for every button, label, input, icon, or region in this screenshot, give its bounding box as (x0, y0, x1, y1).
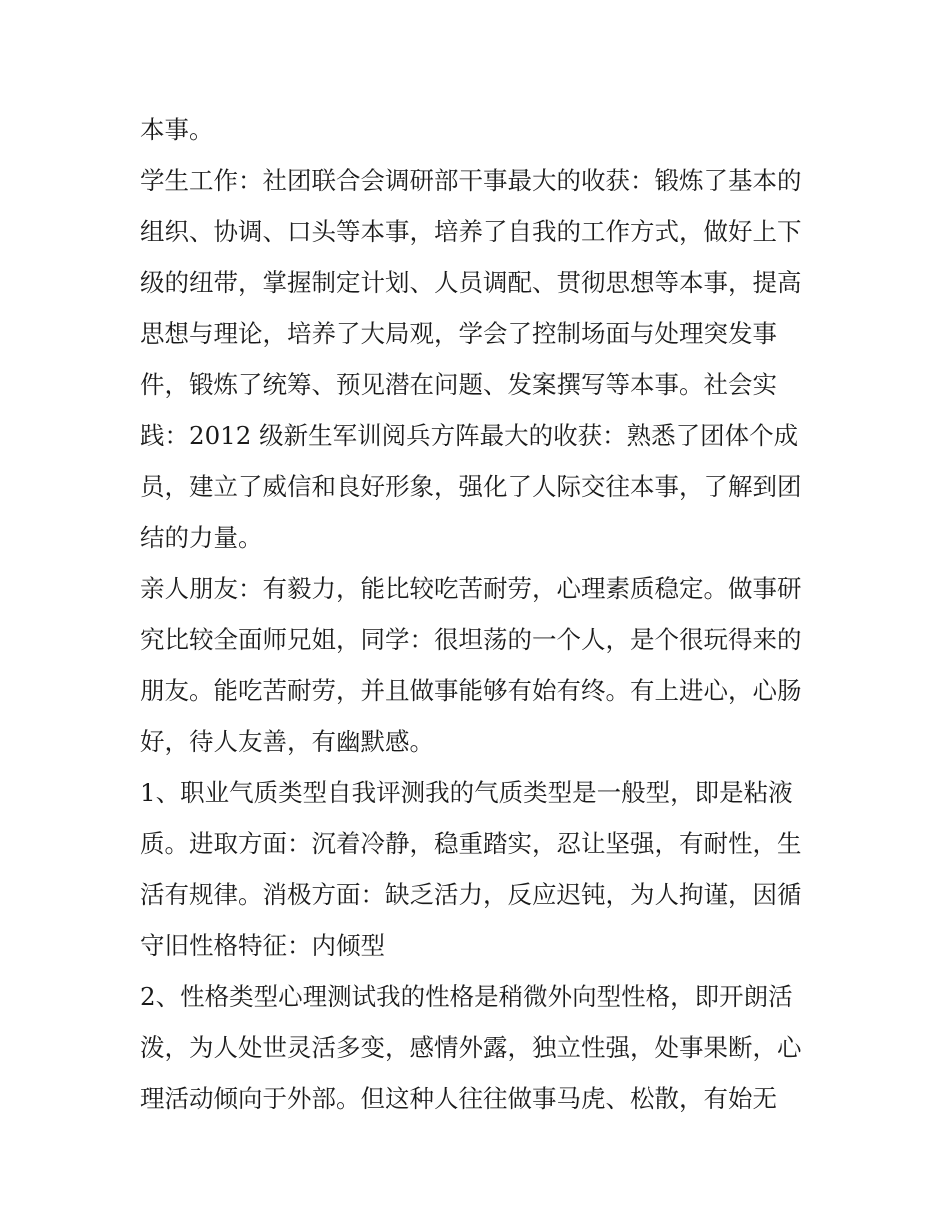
text-line: 践：2012 级新生军训阅兵方阵最大的收获：熟悉了团体个成 (140, 421, 799, 450)
text-line: 组织、协调、口头等本事，培养了自我的工作方式，做好上下 (140, 217, 802, 246)
text-line: 思想与理论，培养了大局观，学会了控制场面与处理突发事 (140, 319, 777, 348)
text-line: 亲人朋友：有毅力，能比较吃苦耐劳，心理素质稳定。做事研 (140, 574, 802, 603)
text-line: 泼，为人处世灵活多变，感情外露，独立性强，处事果断，心 (140, 1033, 802, 1062)
text-line: 理活动倾向于外部。但这种人往往做事马虎、松散，有始无 (140, 1084, 777, 1113)
text-line: 级的纽带，掌握制定计划、人员调配、贯彻思想等本事，提高 (140, 268, 802, 297)
text-line: 朋友。能吃苦耐劳，并且做事能够有始有终。有上进心，心肠 (140, 676, 802, 705)
text-line: 件，锻炼了统筹、预见潜在问题、发案撰写等本事。社会实 (140, 370, 777, 399)
document-body (140, 104, 820, 1124)
text-line: 质。进取方面：沉着冷静，稳重踏实，忍让坚强，有耐性，生 (140, 829, 802, 858)
text-line: 员，建立了威信和良好形象，强化了人际交往本事，了解到团 (140, 472, 802, 501)
text-line: 究比较全面师兄姐，同学：很坦荡的一个人，是个很玩得来的 (140, 625, 802, 654)
text-line: 2、性格类型心理测试我的性格是稍微外向型性格，即开朗活 (140, 982, 793, 1011)
text-line: 学生工作：社团联合会调研部干事最大的收获：锻炼了基本的 (140, 166, 802, 195)
text-line: 本事。 (140, 115, 214, 144)
text-line: 好，待人友善，有幽默感。 (140, 727, 434, 756)
text-line: 结的力量。 (140, 523, 263, 552)
text-line: 活有规律。消极方面：缺乏活力，反应迟钝，为人拘谨，因循 (140, 880, 802, 909)
text-line: 1、职业气质类型自我评测我的气质类型是一般型，即是粘液 (140, 778, 793, 807)
text-line: 守旧性格特征：内倾型 (140, 931, 385, 960)
